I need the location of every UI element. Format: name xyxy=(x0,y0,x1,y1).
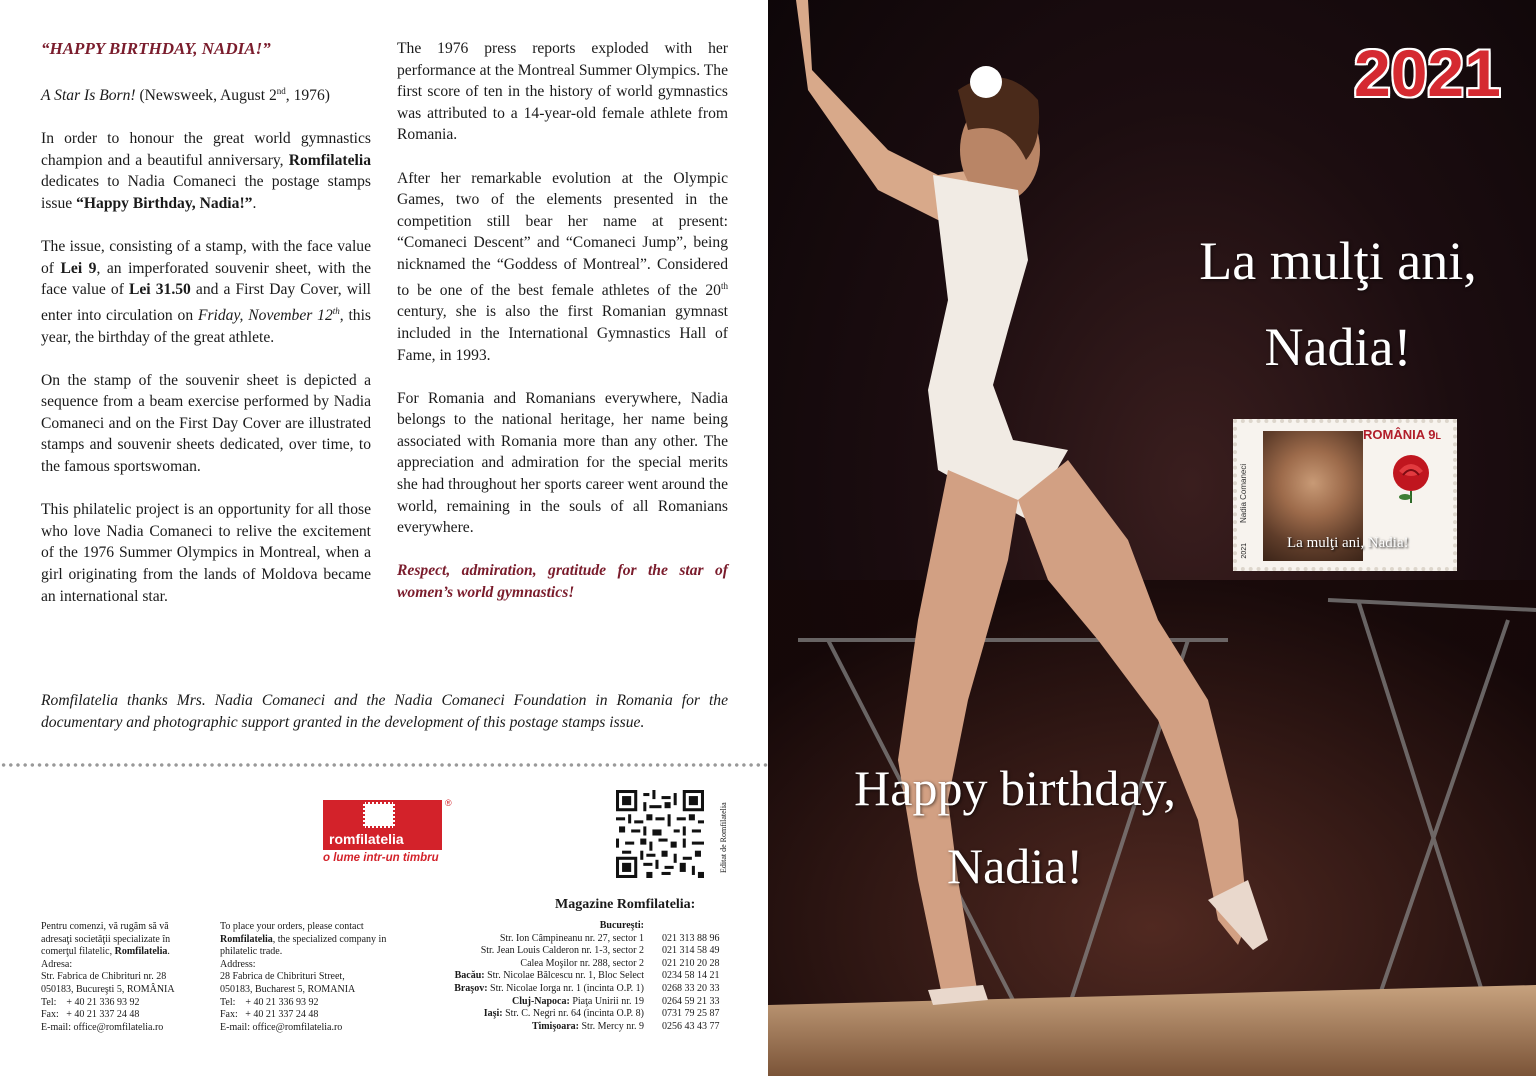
shop-address: Cluj-Napoca: Piaţa Unirii nr. 19 xyxy=(512,995,644,1007)
paragraph-intro: In order to honour the great world gymnastics champion and a beautiful anniversary, Romfilatelia dedicates to Nadia Comaneci the postage stamps issue “Happy Birthday, Nadia!”. xyxy=(41,129,371,212)
romfilatelia-logo xyxy=(323,798,452,864)
logo-name: romfilatelia xyxy=(329,831,404,847)
contact-english: To place your orders, please contact Romfilatelia, the specialized company in philatelic trade. Address: 28 Fabrica de Chibrituri Street, 050183, Bucharest 5, ROMANIA Tel: + 40 21 336 93 92 Fax: + 40 21 337 24 48 E-mail: office@romfilatelia.ro xyxy=(220,921,387,1033)
greeting-romanian-line1: La mulţi ani, xyxy=(1199,231,1477,291)
shop-row xyxy=(400,1008,742,1021)
year-label: 2021 xyxy=(1354,36,1501,110)
greeting-romanian-line2: Nadia! xyxy=(1264,317,1412,377)
shop-phone: 021 314 58 49 xyxy=(662,945,720,957)
shop-phone: 0268 33 20 33 xyxy=(662,982,720,994)
shops-list xyxy=(400,920,742,1033)
paragraph-souvenir-sheet: On the stamp of the souvenir sheet is depicted a sequence from a beam exercise performed by Nadia Comaneci and on the First Day Cover are illustrated stamps and souvenir sheets dedicated, over time, to the famous sportswoman. xyxy=(41,371,371,476)
shop-address: Iaşi: Str. C. Negri nr. 64 (incinta O.P. 8) xyxy=(483,1008,644,1020)
stamp-year: 2021 xyxy=(1241,543,1248,559)
newsweek-quote: A Star Is Born! (Newsweek, August 2nd, 1976) xyxy=(41,85,330,104)
stamp-side-name: Nadia Comaneci xyxy=(1239,463,1248,523)
registered-mark: ® xyxy=(445,798,452,808)
shop-address: Braşov: Str. Nicolae Iorga nr. 1 (incinta O.P. 1) xyxy=(454,982,644,994)
shop-row xyxy=(400,1021,742,1034)
shop-address: Bacău: Str. Nicolae Bălcescu nr. 1, Bloc Select xyxy=(454,970,644,982)
greeting-english-line2: Nadia! xyxy=(946,838,1084,894)
paragraph-evolution: After her remarkable evolution at the Olympic Games, two of the elements presented in the competition still bear her name at present: “Comaneci Descent” and “Comaneci Jump”, being nicknamed the “Goddess of Montreal”. Considered to be one of the best female athletes of the 20th century, she is also the first Romanian gymnast included in the International Gymnastics Hall of Fame, in 1993. xyxy=(397,169,728,364)
postage-stamp xyxy=(1233,419,1457,571)
shop-address: Str. Ion Câmpineanu nr. 27, sector 1 xyxy=(499,932,644,944)
shop-phone: 0234 58 14 21 xyxy=(662,970,720,982)
shop-phone: 021 313 88 96 xyxy=(662,932,720,944)
rose-icon xyxy=(1385,451,1437,503)
shop-row xyxy=(400,945,742,958)
stamp-icon xyxy=(363,802,395,828)
publisher-note: Editat de Romfilatelia xyxy=(719,802,728,874)
shop-address: Str. Jean Louis Calderon nr. 1-3, sector 2 xyxy=(480,945,644,957)
page-title: “HAPPY BIRTHDAY, NADIA!” xyxy=(41,39,271,58)
shop-row xyxy=(400,958,742,971)
shops-city-bucharest: Bucureşti: xyxy=(599,920,644,931)
text-column-1 xyxy=(41,38,371,629)
shop-row xyxy=(400,983,742,996)
shop-phone: 021 210 20 28 xyxy=(662,957,720,969)
acknowledgement: Romfilatelia thanks Mrs. Nadia Comaneci and the Nadia Comaneci Foundation in Romania for the documentary and photographic support granted in the development of this postage stamps issue. xyxy=(41,692,728,731)
paragraph-issue: The issue, consisting of a stamp, with the face value of Lei 9, an imperforated souvenir sheet, with the face value of Lei 31.50 and a First Day Cover, will enter into circulation on Friday, November 12th, this year, the birthday of the great athlete. xyxy=(41,237,372,346)
shop-address: Timişoara: Str. Mercy nr. 9 xyxy=(531,1020,644,1032)
closing-tribute: Respect, admiration, gratitude for the star of women’s world gymnastics! xyxy=(397,562,728,602)
stamp-country: ROMÂNIA 9L xyxy=(1363,427,1441,442)
shops-title: Magazine Romfilatelia: xyxy=(555,897,696,912)
shop-phone: 0256 43 43 77 xyxy=(662,1020,720,1032)
logo-slogan: o lume intr-un timbru xyxy=(323,852,439,864)
contact-romanian: Pentru comenzi, vă rugăm să vă adresaţi societăţii specializate în comerţul filatelic, Romfilatelia. Adresa: Str. Fabrica de Chibrituri nr. 28 050183, Bucureşti 5, ROMÂNIA Tel: + 40 21 336 93 92 Fax: + 40 21 337 24 48 E-mail: office@romfilatelia.ro xyxy=(41,921,175,1033)
paragraph-project: This philatelic project is an opportunity for all those who love Nadia Comaneci to relive the excitement of the 1976 Summer Olympics in Montreal, when a girl originating from the lands of Moldova became an international star. xyxy=(41,501,371,605)
shop-address: Calea Moşilor nr. 288, sector 2 xyxy=(520,957,644,969)
dotted-divider xyxy=(0,762,768,768)
paragraph-press: The 1976 press reports exploded with her performance at the Montreal Summer Olympics. The first score of ten in the history of world gymnastics was attributed to a 14-year-old female athlete from Romania. xyxy=(397,40,728,144)
shop-row xyxy=(400,933,742,946)
qr-code-icon xyxy=(616,790,704,878)
stamp-caption: La mulţi ani, Nadia! xyxy=(1287,535,1409,551)
shop-row xyxy=(400,970,742,983)
paragraph-heritage: For Romania and Romanians everywhere, Nadia belongs to the national heritage, her name being associated with Romania more than any other. The appreciation and admiration for the special merits she had throughout her sports career went around the world, remaining in the souls of all Romanians everywhere. xyxy=(397,389,728,537)
text-column-2 xyxy=(397,38,728,625)
greeting-english-line1: Happy birthday, xyxy=(854,760,1176,816)
shop-phone: 0731 79 25 87 xyxy=(662,1008,720,1020)
logo-badge xyxy=(323,798,452,850)
shop-phone: 0264 59 21 33 xyxy=(662,995,720,1007)
shop-row xyxy=(400,996,742,1009)
